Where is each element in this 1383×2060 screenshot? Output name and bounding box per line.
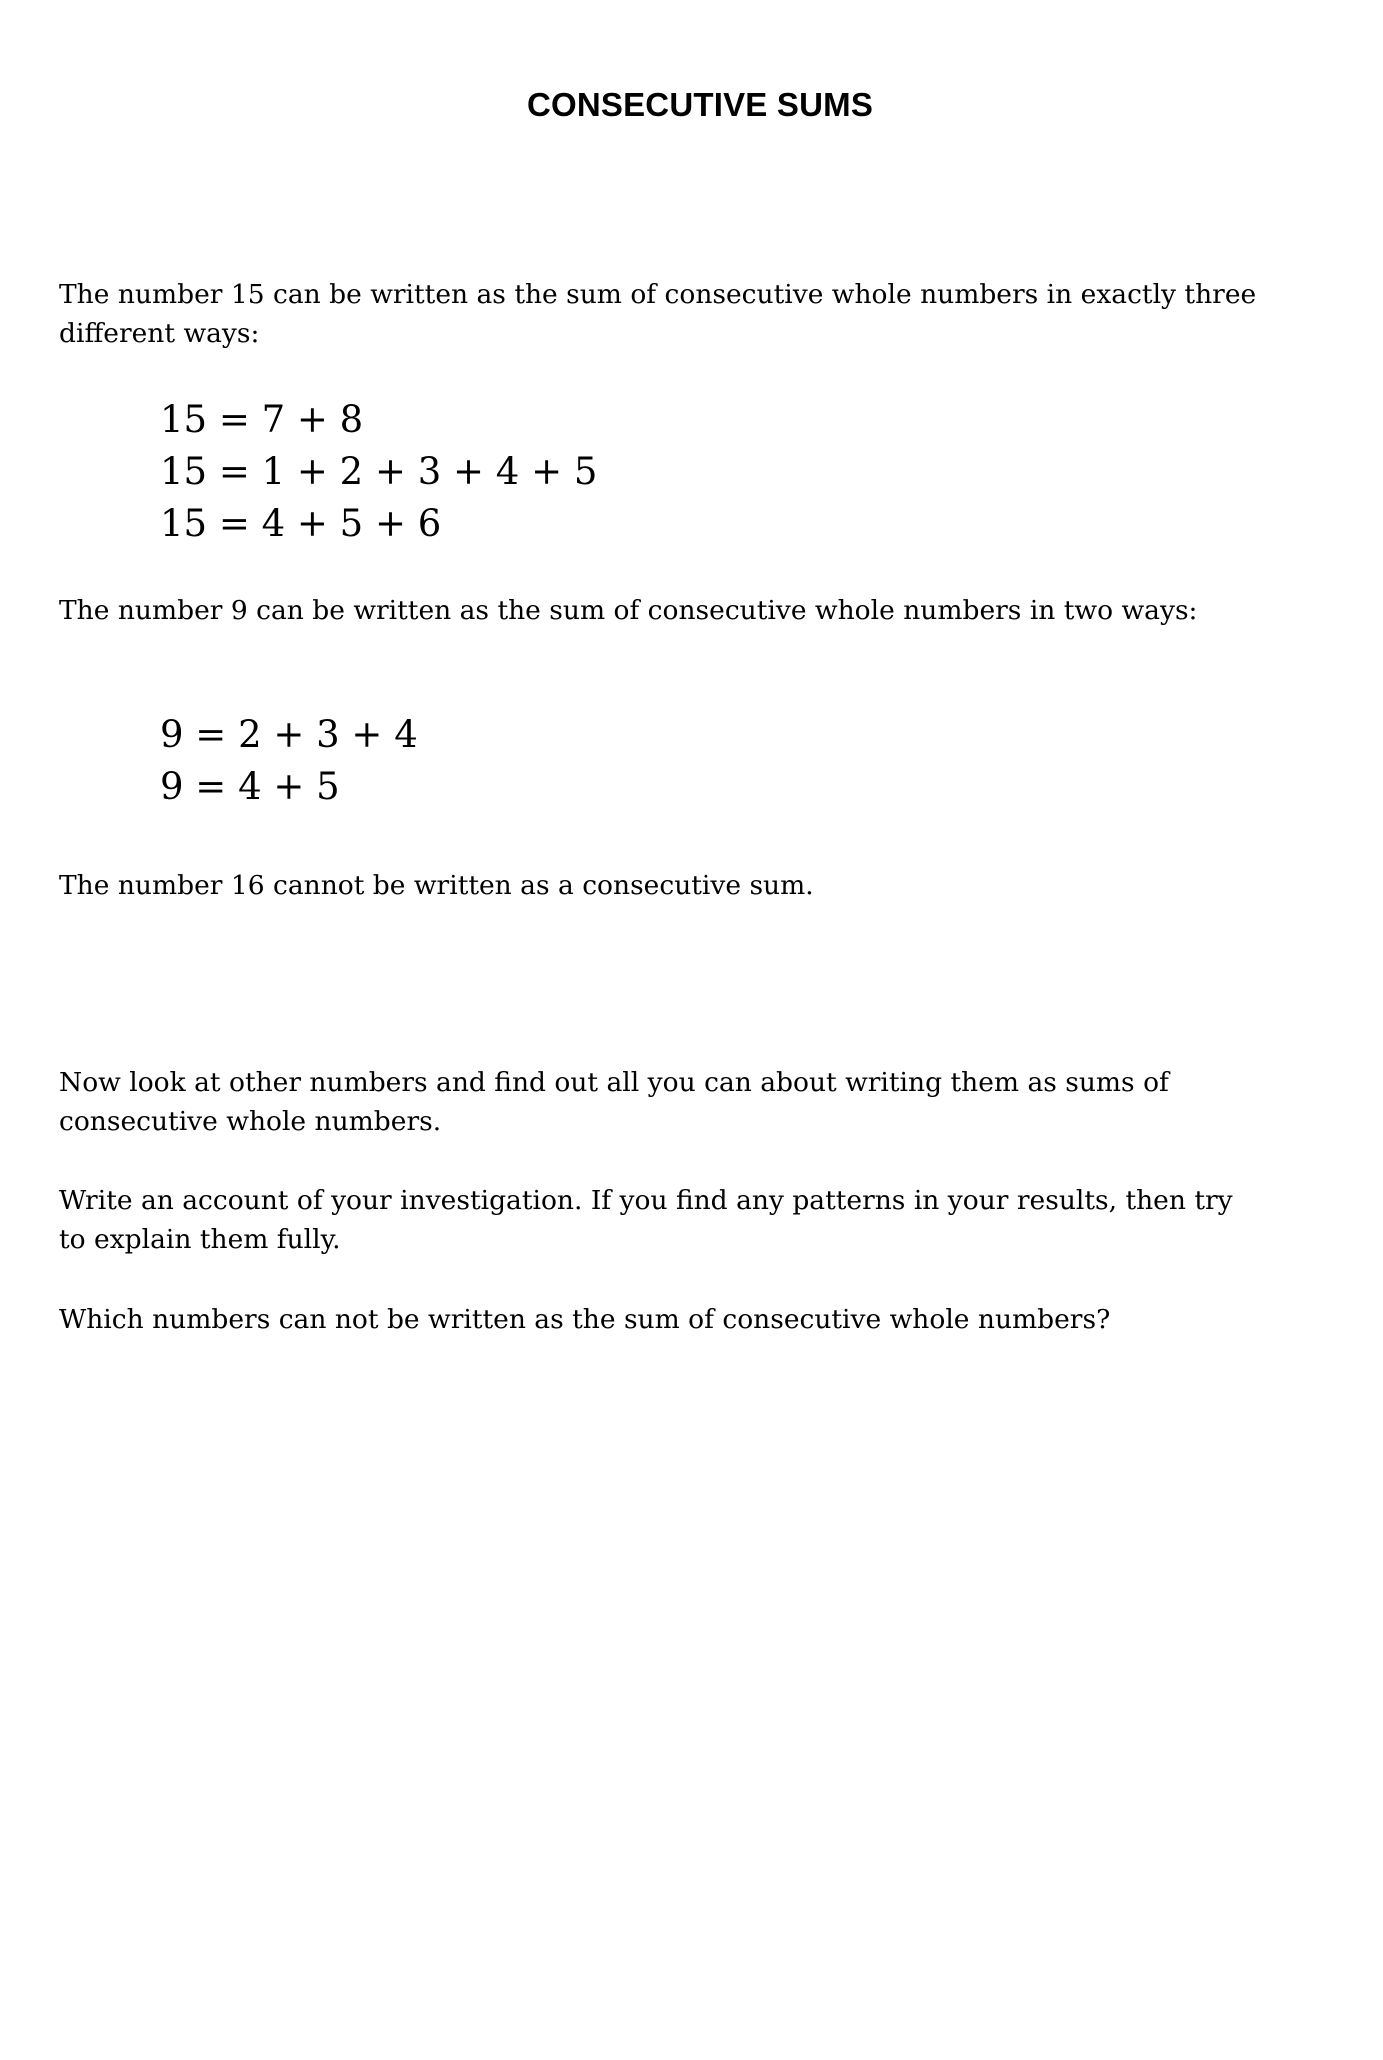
task-account-paragraph: Write an account of your investigation. If you find any patterns in your results, then try to explain them fully. (59, 1185, 1233, 1255)
equation-list-15 (160, 394, 597, 550)
page-title: CONSECUTIVE SUMS (526, 86, 874, 123)
equation-line: 15 = 4 + 5 + 6 (160, 502, 442, 545)
note-paragraph-16: The number 16 cannot be written as a consecutive sum. (59, 870, 814, 901)
task-question-paragraph: Which numbers can not be written as the sum of consecutive whole numbers? (59, 1304, 1111, 1335)
equation-line: 9 = 2 + 3 + 4 (160, 713, 418, 756)
equation-list-9 (160, 709, 418, 813)
task-explore-paragraph: Now look at other numbers and find out all you can about writing them as sums of consecutive whole numbers. (59, 1067, 1169, 1137)
intro-paragraph-15: The number 15 can be written as the sum of consecutive whole numbers in exactly three different ways: (59, 279, 1257, 349)
equation-line: 9 = 4 + 5 (160, 765, 340, 808)
intro-paragraph-9: The number 9 can be written as the sum of consecutive whole numbers in two ways: (59, 595, 1198, 626)
equation-line: 15 = 7 + 8 (160, 398, 364, 441)
equation-line: 15 = 1 + 2 + 3 + 4 + 5 (160, 450, 598, 493)
